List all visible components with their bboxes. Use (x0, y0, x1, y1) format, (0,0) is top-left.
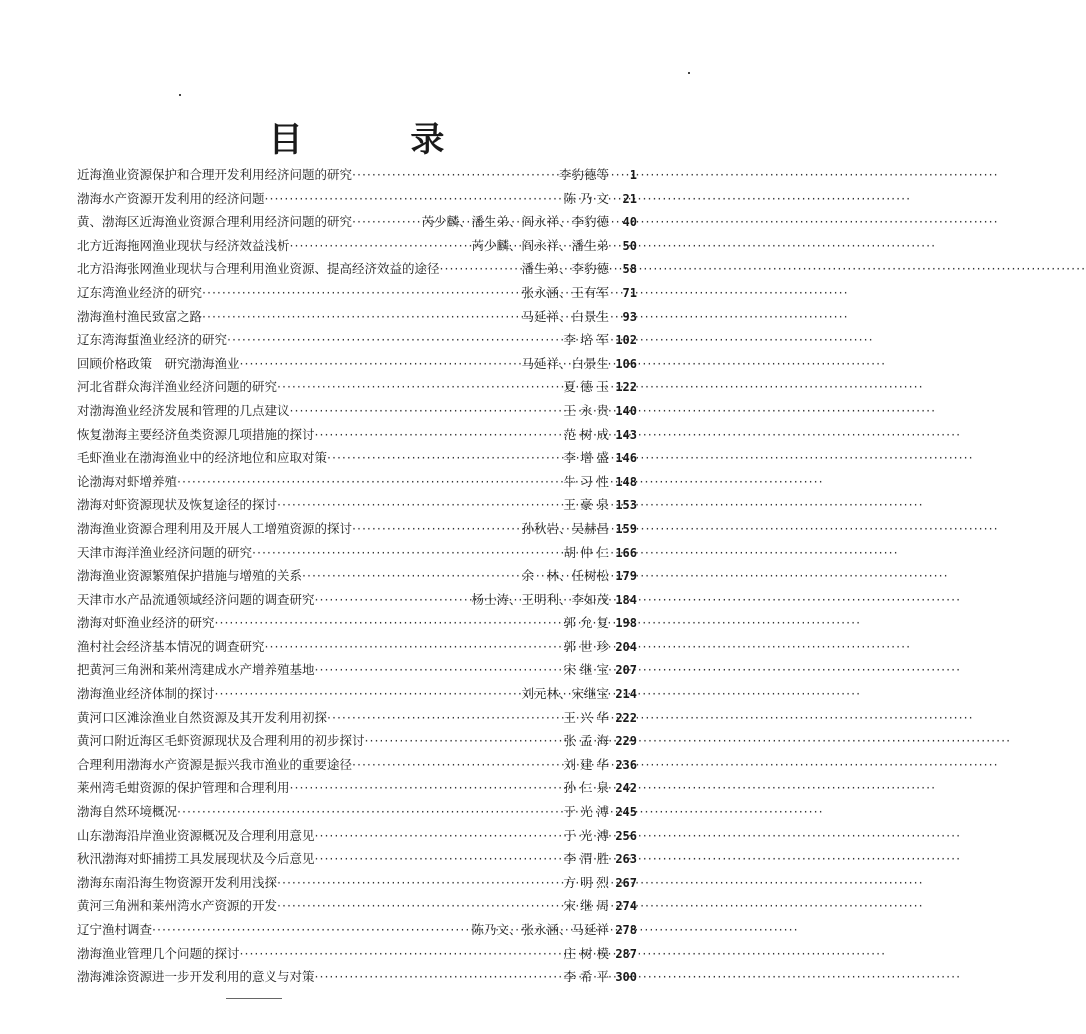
dot-leader (302, 564, 519, 588)
entry-title: 天津市水产品流通领域经济问题的调查研究 (77, 591, 315, 607)
toc-entry (77, 824, 637, 848)
entry-title: 黄河口区滩涂渔业自然资源及其开发利用初探 (77, 709, 328, 725)
entry-author: 李 培 军 (563, 332, 609, 348)
entry-page-number: 198 (615, 616, 637, 631)
entry-author: 杨士涛、王明利、李如茂 (471, 591, 609, 607)
entry-author: 马延祥、白景生 (521, 355, 609, 371)
toc-entry (77, 234, 637, 258)
table-of-contents (77, 163, 637, 989)
entry-title: 回顾价格政策 研究渤海渔业 (77, 355, 240, 371)
entry-title: 毛虾渔业在渤海渔业中的经济地位和应取对策 (77, 450, 328, 466)
entry-author: 胡 仲 仁 (563, 544, 609, 560)
entry-author: 孙秋岩、吴赫昌 (521, 520, 609, 536)
toc-entry (77, 446, 637, 470)
entry-title: 渤海自然环境概况 (77, 804, 178, 820)
entry-title: 渤海渔业资源合理利用及开展人工增殖资源的探讨 (77, 520, 353, 536)
toc-entry (77, 918, 637, 942)
dot-leader (315, 965, 562, 989)
entry-title: 渤海渔业管理几个问题的探讨 (77, 945, 240, 961)
entry-page-number: 222 (615, 710, 637, 725)
entry-page-number: 166 (615, 545, 637, 560)
dot-leader (252, 541, 562, 565)
entry-title: 秋汛渤海对虾捕捞工具发展现状及今后意见 (77, 851, 315, 867)
dot-leader (315, 847, 562, 871)
dot-leader (152, 918, 469, 942)
toc-entry (77, 423, 637, 447)
entry-author: 李 希 平 (563, 969, 609, 985)
dot-leader (290, 399, 562, 423)
toc-entry (77, 564, 637, 588)
entry-author: 张 孟 海 (563, 733, 609, 749)
toc-entry (77, 352, 637, 376)
toc-entry (77, 257, 637, 281)
entry-page-number: 153 (615, 498, 637, 513)
entry-page-number: 278 (615, 923, 637, 937)
dot-leader (277, 871, 562, 895)
dot-leader (352, 163, 557, 187)
entry-title: 黄河口附近海区毛虾资源现状及合理利用的初步探讨 (77, 733, 365, 749)
entry-title: 黄河三角洲和莱州湾水产资源的开发 (77, 898, 278, 914)
entry-page-number: 146 (615, 451, 637, 466)
entry-author: 王 永 贵 (563, 402, 609, 418)
entry-page-number: 143 (615, 427, 637, 442)
entry-title: 北方沿海张网渔业现状与合理利用渔业资源、提高经济效益的途径 (77, 261, 440, 277)
entry-title: 莱州湾毛蚶资源的保护管理和合理利用 (77, 780, 290, 796)
dot-leader (352, 210, 419, 234)
dot-leader (215, 611, 562, 635)
entry-page-number: 179 (615, 569, 637, 584)
entry-author: 方 明 烈 (563, 874, 609, 890)
toc-entry (77, 588, 637, 612)
entry-author: 芮少麟、阎永祥、潘生弟 (471, 237, 609, 253)
entry-author: 李豹德等 (558, 167, 609, 182)
entry-author: 范 树 成 (563, 426, 609, 442)
dot-leader (265, 187, 562, 211)
entry-author: 潘生弟、李豹德 (521, 261, 609, 277)
dot-leader (277, 894, 562, 918)
entry-title: 恢复渤海主要经济鱼类资源几项措施的探讨 (77, 426, 315, 442)
entry-title: 渤海滩涂资源进一步开发利用的意义与对策 (77, 969, 315, 985)
entry-page-number: 21 (622, 191, 637, 206)
entry-page-number: 50 (622, 238, 637, 253)
entry-author: 牛 习 性 (563, 473, 609, 489)
entry-author: 张永涵、王有军 (521, 284, 609, 300)
toc-entry (77, 729, 637, 753)
dot-leader (177, 470, 562, 494)
entry-author: 郭 允 复 (563, 615, 609, 631)
dot-leader (177, 800, 562, 824)
entry-author: 宋 继 周 (563, 898, 609, 914)
entry-title: 渤海渔业资源繁殖保护措施与增殖的关系 (77, 568, 303, 584)
entry-title: 合理利用渤海水产资源是振兴我市渔业的重要途径 (77, 756, 353, 772)
entry-author: 宋 继 宝 (563, 662, 609, 678)
toc-entry (77, 635, 637, 659)
dot-leader (202, 281, 519, 305)
scan-speck (688, 72, 690, 74)
toc-entry (77, 187, 637, 211)
entry-page-number: 242 (615, 781, 637, 796)
entry-author: 于 光 溥 (563, 804, 609, 820)
scan-dashes (226, 998, 282, 999)
entry-title: 辽宁渔村调查 (77, 922, 153, 937)
entry-title: 北方近海拖网渔业现状与经济效益浅析 (77, 237, 290, 253)
toc-entry (77, 470, 637, 494)
entry-title: 对渤海渔业经济发展和管理的几点建议 (77, 402, 290, 418)
toc-entry (77, 163, 637, 187)
dot-leader (290, 776, 562, 800)
entry-page-number: 274 (615, 899, 637, 914)
entry-page-number: 106 (615, 356, 637, 371)
entry-page-number: 229 (615, 734, 637, 749)
toc-entry (77, 682, 637, 706)
toc-entry (77, 493, 637, 517)
entry-author: 李 渭 胜 (563, 851, 609, 867)
entry-title: 渤海对虾渔业经济的研究 (77, 615, 215, 631)
entry-page-number: 267 (615, 875, 637, 890)
entry-page-number: 71 (622, 285, 637, 300)
dot-leader (440, 257, 520, 281)
dot-leader (227, 328, 562, 352)
dot-leader (265, 635, 562, 659)
toc-entry (77, 281, 637, 305)
entry-author: 刘元林、宋继宝 (521, 686, 609, 702)
entry-author: 余 林、任树松 (521, 568, 609, 584)
toc-entry (77, 305, 637, 329)
entry-title: 黄、渤海区近海渔业资源合理利用经济问题的研究 (77, 214, 353, 230)
entry-author: 郭 世 珍 (563, 638, 609, 654)
dot-leader (327, 706, 562, 730)
entry-title: 辽东湾海蜇渔业经济的研究 (77, 332, 228, 348)
dot-leader (315, 658, 562, 682)
entry-page-number: 204 (615, 639, 637, 654)
entry-author: 王 兴 华 (563, 709, 609, 725)
toc-entry (77, 541, 637, 565)
dot-leader (315, 588, 470, 612)
entry-page-number: 159 (615, 521, 637, 536)
entry-page-number: 1 (629, 168, 637, 182)
scan-speck (179, 94, 181, 96)
toc-entry (77, 658, 637, 682)
dot-leader (290, 234, 470, 258)
dot-leader (240, 942, 562, 966)
toc-entry (77, 776, 637, 800)
entry-page-number: 122 (615, 380, 637, 395)
dot-leader (327, 446, 562, 470)
dot-leader (315, 423, 562, 447)
toc-entry (77, 894, 637, 918)
entry-title: 近海渔业资源保护和合理开发利用经济问题的研究 (77, 167, 353, 182)
toc-entry (77, 800, 637, 824)
entry-title: 天津市海洋渔业经济问题的研究 (77, 544, 253, 560)
dot-leader (202, 305, 519, 329)
entry-author: 马延祥、白景生 (521, 308, 609, 324)
entry-author: 刘 建 华 (563, 756, 609, 772)
entry-author: 陈乃文、张永涵、马延祥 (471, 922, 609, 937)
entry-page-number: 184 (615, 592, 637, 607)
entry-page-number: 245 (615, 805, 637, 820)
toc-title: 目 录 (268, 120, 493, 160)
entry-page-number: 40 (622, 215, 637, 230)
toc-entry (77, 753, 637, 777)
entry-page-number: 287 (615, 946, 637, 961)
dot-leader (215, 682, 520, 706)
toc-entry (77, 375, 637, 399)
entry-author: 于 光 溥 (563, 827, 609, 843)
toc-entry (77, 611, 637, 635)
entry-page-number: 263 (615, 852, 637, 867)
entry-title: 山东渤海沿岸渔业资源概况及合理利用意见 (77, 827, 315, 843)
toc-entry (77, 871, 637, 895)
toc-entry (77, 942, 637, 966)
entry-title: 把黄河三角洲和莱州湾建成水产增养殖基地 (77, 662, 315, 678)
entry-title: 论渤海对虾增养殖 (77, 473, 178, 489)
entry-page-number: 214 (615, 687, 637, 702)
toc-entry (77, 965, 637, 989)
entry-page-number: 256 (615, 828, 637, 843)
dot-leader (277, 493, 562, 517)
dot-leader (315, 824, 562, 848)
entry-author: 李 增 盛 (563, 450, 609, 466)
entry-title: 辽东湾渔业经济的研究 (77, 284, 203, 300)
entry-page-number: 93 (622, 309, 637, 324)
entry-title: 渤海渔业经济体制的探讨 (77, 686, 215, 702)
entry-title: 渤海对虾资源现状及恢复途径的探讨 (77, 497, 278, 513)
toc-entry (77, 706, 637, 730)
entry-author: 芮少麟、潘生弟、阎永祥、李豹德 (421, 214, 609, 230)
dot-leader (277, 375, 562, 399)
entry-page-number: 207 (615, 663, 637, 678)
entry-author: 王 豪 泉 (563, 497, 609, 513)
entry-page-number: 236 (615, 757, 637, 772)
entry-title: 渤海东南沿海生物资源开发利用浅探 (77, 874, 278, 890)
toc-entry (77, 517, 637, 541)
entry-title: 渤海渔村渔民致富之路 (77, 308, 203, 324)
entry-author: 陈 乃 文 (563, 190, 609, 206)
entry-title: 渤海水产资源开发利用的经济问题 (77, 190, 265, 206)
entry-page-number: 300 (615, 970, 637, 985)
toc-entry (77, 328, 637, 352)
dot-leader (352, 753, 562, 777)
dot-leader (240, 352, 520, 376)
entry-title: 渔村社会经济基本情况的调查研究 (77, 638, 265, 654)
entry-title: 河北省群众海洋渔业经济问题的研究 (77, 379, 278, 395)
dot-leader (352, 517, 519, 541)
toc-entry (77, 847, 637, 871)
toc-entry (77, 210, 637, 234)
entry-author: 孙 仁 泉 (563, 780, 609, 796)
entry-page-number: 58 (622, 262, 637, 277)
dot-leader (365, 729, 562, 753)
entry-page-number: 140 (615, 403, 637, 418)
entry-page-number: 102 (615, 333, 637, 348)
toc-entry (77, 399, 637, 423)
entry-author: 夏 德 玉 (563, 379, 609, 395)
entry-author: 庄 树 模 (563, 945, 609, 961)
entry-page-number: 148 (615, 474, 637, 489)
